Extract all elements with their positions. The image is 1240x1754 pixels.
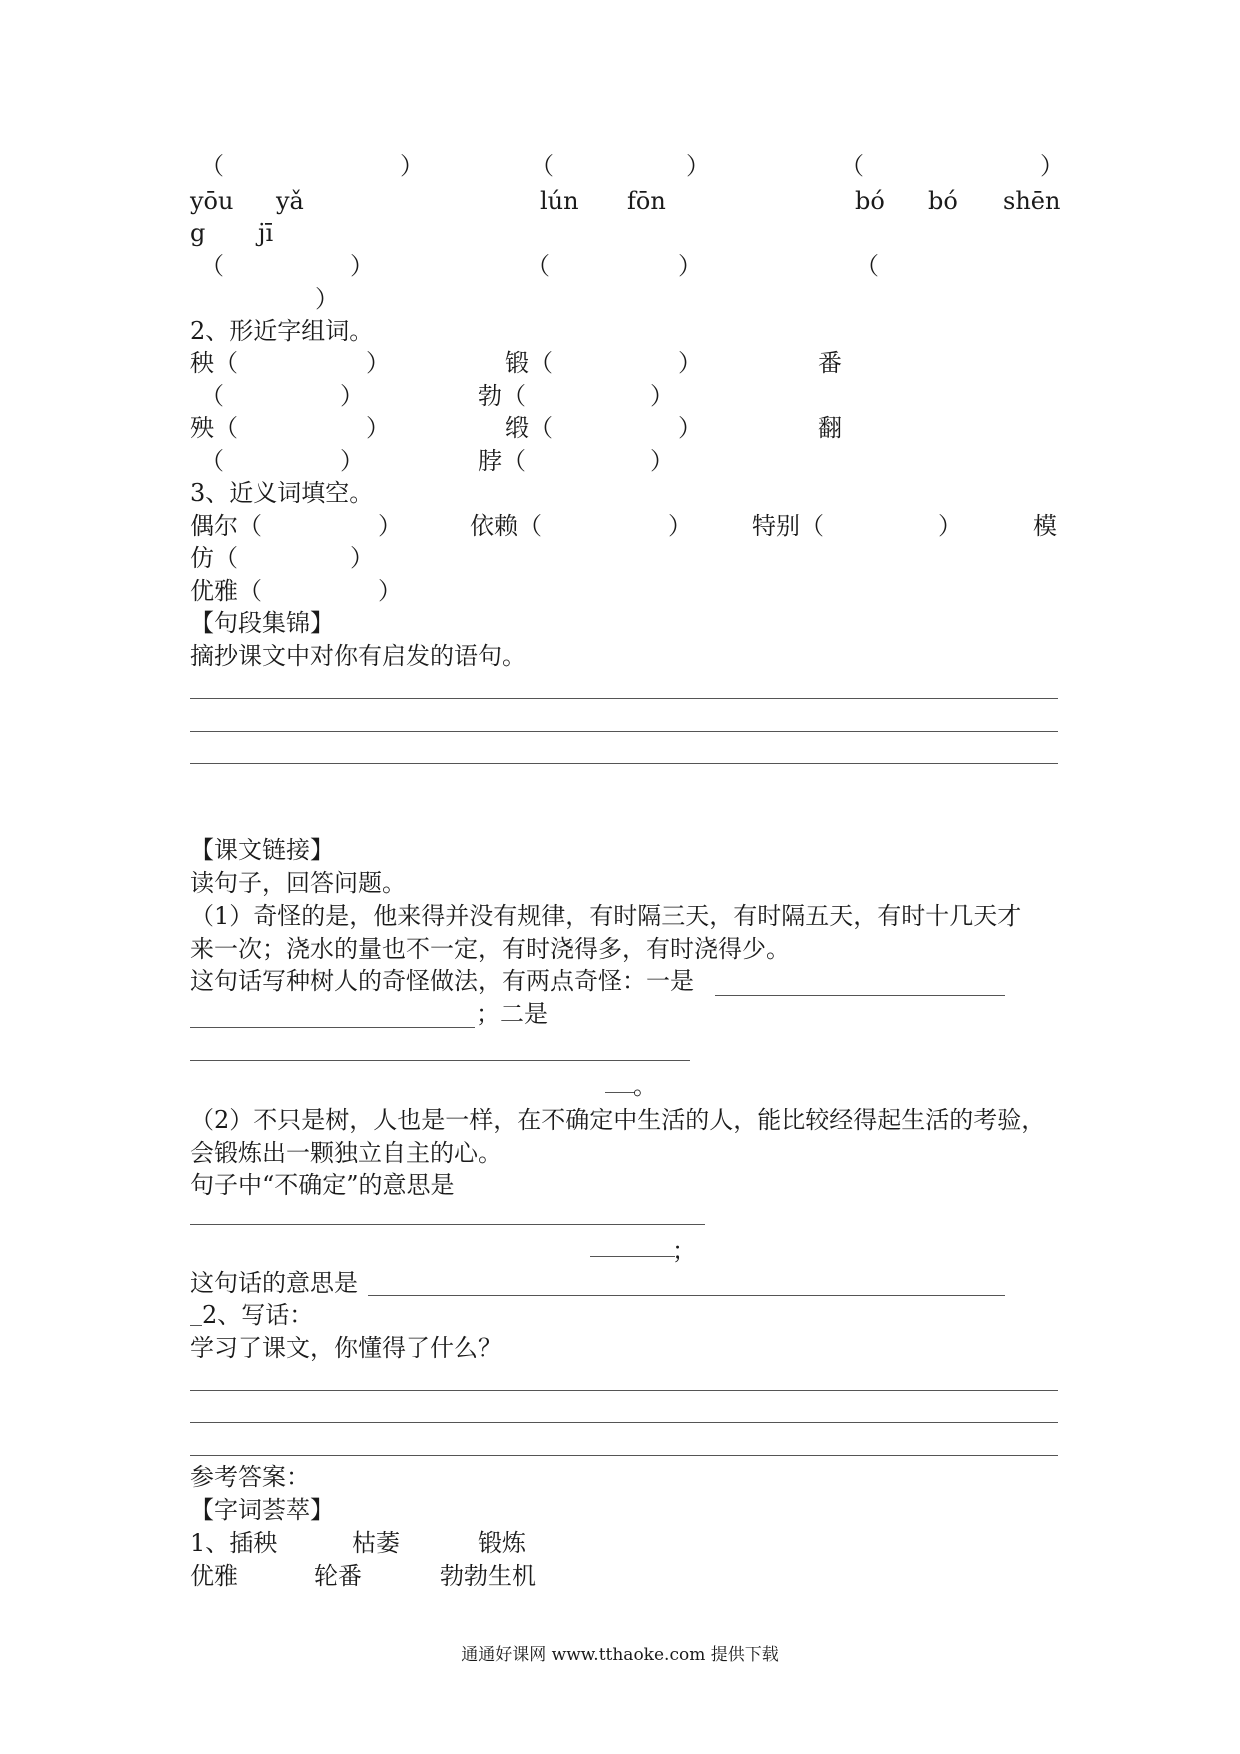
- pinyin: yōu: [190, 187, 234, 215]
- sentence-text: （1）奇怪的是，他来得并没有规律，有时隔三天，有时隔五天，有时十几天才: [190, 902, 1022, 930]
- bracket: （: [526, 252, 550, 280]
- char-item: 勃（: [478, 382, 526, 410]
- answer-item: 轮番: [314, 1562, 362, 1590]
- bracket: ）: [668, 512, 692, 540]
- char-item: 脖（: [478, 447, 526, 475]
- bracket: ）: [650, 382, 674, 410]
- pinyin: yǎ: [276, 187, 304, 215]
- char-item: 番: [818, 349, 842, 377]
- bracket: ）: [378, 577, 402, 605]
- sentence-text: 会锻炼出一颗独立自主的心。: [190, 1139, 502, 1167]
- answer-line[interactable]: [190, 1455, 1058, 1456]
- answer-line[interactable]: [190, 1325, 202, 1326]
- bracket: ）: [678, 414, 702, 442]
- bracket: ）: [678, 252, 702, 280]
- char-item: 锻（: [505, 349, 553, 377]
- bracket: （: [200, 382, 224, 410]
- bracket: ）: [938, 512, 962, 540]
- section-title: 【课文链接】: [190, 836, 334, 864]
- answer-item: 1、插秧: [190, 1529, 278, 1557]
- word-item: 特别（: [752, 512, 824, 540]
- question-text: ；二是: [476, 1000, 548, 1028]
- bracket: ）: [650, 447, 674, 475]
- bracket: ）: [378, 512, 402, 540]
- footer-source: 通通好课网 www.tthaoke.com 提供下载: [461, 1645, 779, 1665]
- answers-title: 参考答案：: [190, 1463, 310, 1491]
- pinyin: bó: [855, 187, 885, 215]
- bracket: （: [840, 152, 864, 180]
- question-title: 2、形近字组词。: [190, 317, 374, 345]
- pinyin: jī: [258, 219, 274, 247]
- instruction: 读句子，回答问题。: [190, 869, 406, 897]
- pinyin: fōn: [627, 187, 666, 215]
- bracket: ）: [400, 152, 424, 180]
- word-item: 模: [1033, 512, 1057, 540]
- pinyin: lún: [540, 187, 579, 215]
- answer-line[interactable]: [190, 1390, 1058, 1391]
- word-item: 依赖（: [470, 512, 542, 540]
- bracket: （: [855, 252, 879, 280]
- pinyin: bó: [928, 187, 958, 215]
- bracket: ）: [350, 252, 374, 280]
- punctuation: ；: [672, 1237, 696, 1265]
- answer-line[interactable]: [190, 763, 1058, 764]
- bracket: （: [200, 447, 224, 475]
- bracket: ）: [1040, 152, 1064, 180]
- char-item: 殃（: [190, 414, 238, 442]
- answer-line[interactable]: [590, 1256, 675, 1257]
- answer-item: 勃勃生机: [440, 1562, 536, 1590]
- char-item: 翻: [818, 414, 842, 442]
- punctuation: 。: [633, 1072, 657, 1100]
- section-title: 【句段集锦】: [190, 609, 334, 637]
- char-item: 秧（: [190, 349, 238, 377]
- bracket: ）: [340, 382, 364, 410]
- answer-item: 优雅: [190, 1562, 238, 1590]
- question-text: 这句话写种树人的奇怪做法，有两点奇怪：一是: [190, 967, 694, 995]
- section-title: 【字词荟萃】: [190, 1496, 334, 1524]
- sentence-text: 来一次；浇水的量也不一定，有时浇得多，有时浇得少。: [190, 935, 790, 963]
- word-item: 仿（: [190, 544, 238, 572]
- answer-item: 枯萎: [352, 1529, 400, 1557]
- char-item: 缎（: [505, 414, 553, 442]
- answer-line[interactable]: [190, 1060, 690, 1061]
- answer-line[interactable]: [190, 1224, 705, 1225]
- bracket: ）: [315, 285, 339, 313]
- answer-item: 锻炼: [478, 1529, 526, 1557]
- bracket: ）: [686, 152, 710, 180]
- question-text: 学习了课文，你懂得了什么？: [190, 1334, 502, 1362]
- answer-line[interactable]: [368, 1295, 1005, 1296]
- answer-line[interactable]: [605, 1092, 635, 1093]
- answer-line[interactable]: [190, 698, 1058, 699]
- word-item: 优雅（: [190, 577, 262, 605]
- word-item: 偶尔（: [190, 512, 262, 540]
- bracket: ）: [340, 447, 364, 475]
- bracket: ）: [366, 349, 390, 377]
- question-title: 2、写话：: [202, 1301, 314, 1329]
- answer-line[interactable]: [190, 731, 1058, 732]
- bracket: ）: [350, 544, 374, 572]
- answer-line[interactable]: [715, 995, 1005, 996]
- bracket: （: [530, 152, 554, 180]
- question-text: 这句话的意思是: [190, 1269, 358, 1297]
- pinyin: g: [190, 219, 206, 247]
- question-title: 3、近义词填空。: [190, 479, 374, 507]
- answer-line[interactable]: [190, 1027, 475, 1028]
- prompt: 摘抄课文中对你有启发的语句。: [190, 642, 526, 670]
- bracket: ）: [678, 349, 702, 377]
- sentence-text: （2）不只是树，人也是一样，在不确定中生活的人，能比较经得起生活的考验，: [190, 1106, 1046, 1134]
- bracket: （: [200, 252, 224, 280]
- answer-line[interactable]: [190, 1422, 1058, 1423]
- bracket: （: [200, 152, 224, 180]
- question-text: 句子中“不确定”的意思是: [190, 1171, 455, 1199]
- bracket: ）: [366, 414, 390, 442]
- pinyin: shēn: [1003, 187, 1061, 215]
